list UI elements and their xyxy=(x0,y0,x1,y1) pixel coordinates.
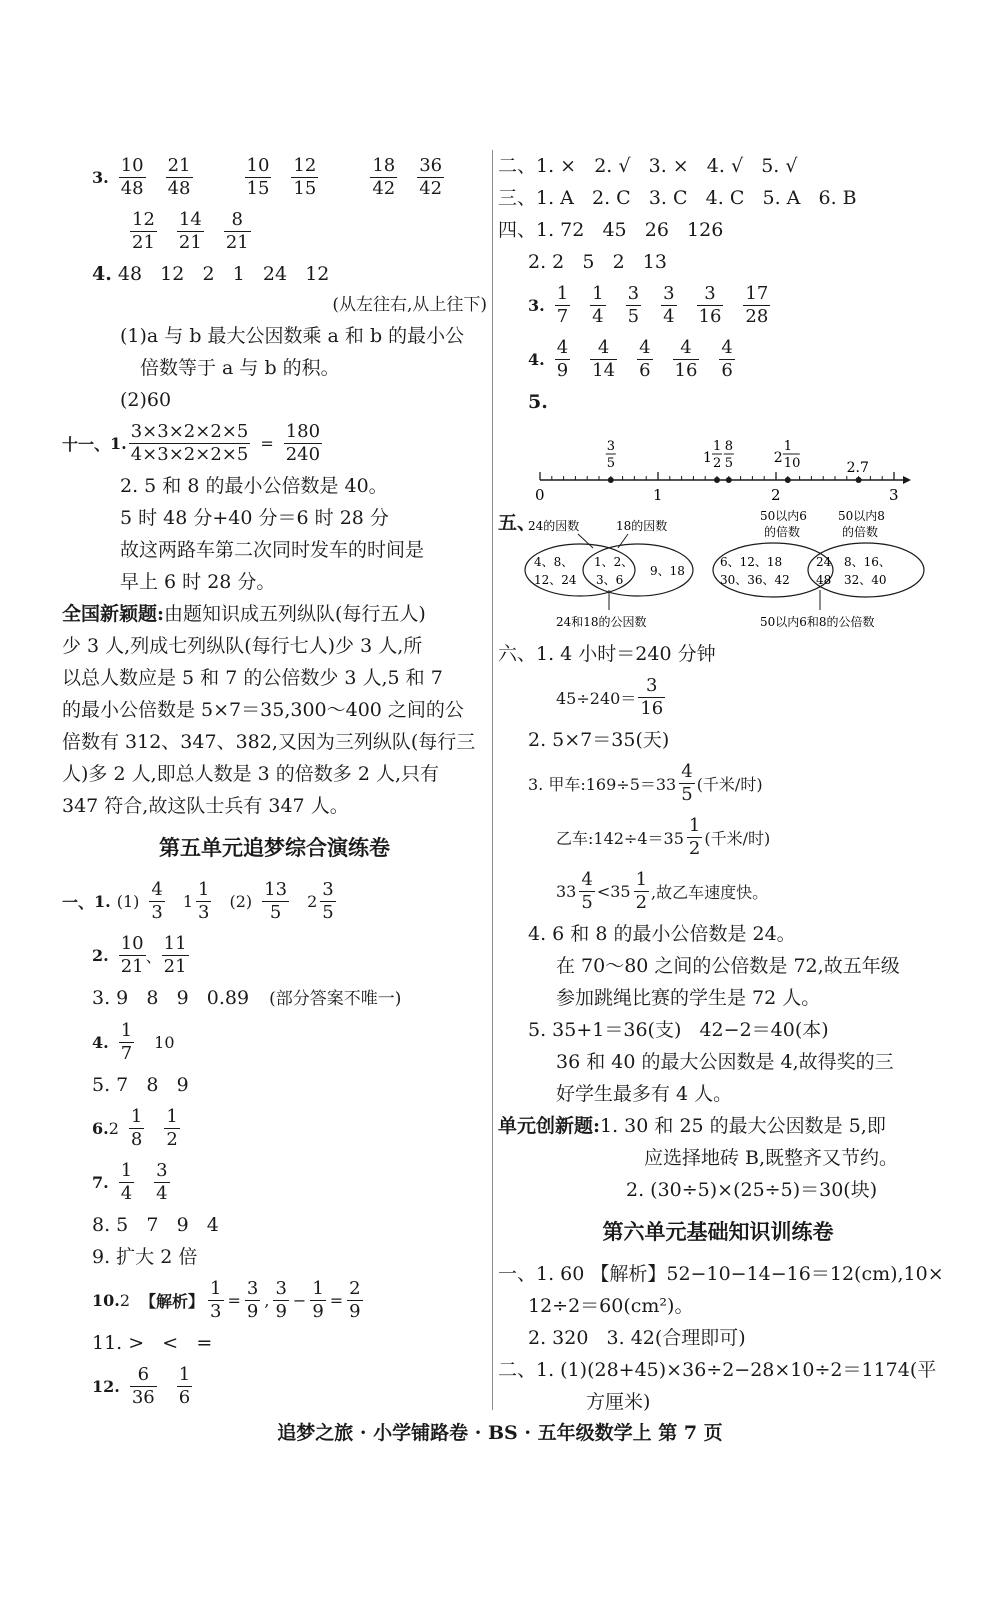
svg-text:50以内6: 50以内6 xyxy=(760,509,807,523)
u5-q6: 6. 2 $\frac{1}{8}$ $\frac{1}{2}$ xyxy=(92,1105,178,1150)
number-line-point xyxy=(608,477,614,483)
s11-q2c: 故这两路车第二次同时发车的时间是 xyxy=(120,539,425,561)
venn2-right-circle xyxy=(808,543,924,597)
svg-text:32、40: 32、40 xyxy=(844,573,887,587)
number-line-point xyxy=(856,477,862,483)
fraction: $\frac{8}{21}$ xyxy=(225,208,249,253)
fraction: $\frac{12}{21}$ xyxy=(132,208,155,253)
fraction: $\frac{14}{21}$ xyxy=(178,208,202,253)
innov-1a: 单元创新题:1. 30 和 25 的最大公因数是 5,即 xyxy=(498,1115,886,1137)
svg-text:2: 2 xyxy=(713,456,722,471)
number-line-tick-label: 2 xyxy=(771,486,781,504)
q4-1a: (1)a 与 b 最大公因数乘 a 和 b 的最小公 xyxy=(120,325,465,347)
u5-q12: 12. $\frac{6}{36}$ $\frac{1}{6}$ xyxy=(92,1363,191,1408)
column-divider xyxy=(492,150,493,1410)
number-line-point xyxy=(785,477,791,483)
fraction: $\frac{12}{15}$ xyxy=(293,154,317,199)
svg-text:50以内8: 50以内8 xyxy=(838,509,885,523)
fraction: $\frac{1}{4}$ xyxy=(120,1159,133,1204)
s4-4: 4. $\frac{4}{9}$ $\frac{4}{14}$ $\frac{4}{6}$ $\frac{4}{16}$ $\frac{4}{6}$ xyxy=(528,336,733,381)
fraction: $\frac{3\times 3\times 2\times 2\times 5}{4\times 3\times 2\times 2\times 5}$ xyxy=(130,420,249,465)
fraction: $\frac{2}{9}$ xyxy=(349,1277,361,1322)
fraction: $\frac{3}{9}$ xyxy=(275,1277,287,1322)
fraction: $\frac{4}{5}$ xyxy=(581,868,593,913)
svg-text:9、18: 9、18 xyxy=(650,564,685,578)
s6-5c: 好学生最多有 4 人。 xyxy=(556,1083,733,1105)
fraction: $\frac{1}{9}$ xyxy=(312,1277,324,1322)
u5-q11: 11. > < = xyxy=(92,1332,213,1354)
u6-2: 2. 320 3. 42(合理即可) xyxy=(528,1327,746,1349)
fraction: $\frac{17}{28}$ xyxy=(745,282,769,327)
s6-2: 2. 5×7＝35(天) xyxy=(528,729,670,751)
number-line-point xyxy=(726,477,732,483)
number-line-tick-label: 0 xyxy=(535,486,545,504)
fraction: $\frac{1}{2}$ xyxy=(166,1105,178,1150)
s6-3c: 33 $\frac{4}{5}$ <35 $\frac{1}{2}$ ,故乙车速度快。 xyxy=(556,868,769,913)
s11-q1: 十一、 1. $\frac{3\times 3\times 2\times 2\times 5}{4\times 3\times 2\times 2\times 5}$ = $\frac{180}{240}$ xyxy=(62,420,321,465)
s6-1b: 45÷240＝ $\frac{3}{16}$ xyxy=(556,674,664,719)
s4-3: 3. $\frac{1}{7}$ $\frac{1}{4}$ $\frac{3}{5}$ $\frac{3}{4}$ $\frac{3}{16}$ $\frac{17}{28}$ xyxy=(528,282,769,327)
venn2-left-circle xyxy=(713,543,833,597)
fraction: $\frac{1}{3}$ xyxy=(210,1277,222,1322)
svg-text:30、36、42: 30、36、42 xyxy=(720,573,790,587)
fraction: $\frac{1}{7}$ xyxy=(556,282,569,327)
left-column xyxy=(62,150,487,1413)
svg-text:48: 48 xyxy=(816,573,832,587)
venn1-left-circle xyxy=(525,544,635,596)
arrow-right-icon xyxy=(903,476,911,484)
venn2-caption: 50以内6和8的公倍数 xyxy=(760,615,875,629)
s11-q2b: 5 时 48 分+40 分＝6 时 28 分 xyxy=(120,507,389,529)
s3-line: 三、1. A 2. C 3. C 4. C 5. A 6. B xyxy=(498,187,857,209)
fraction: $\frac{3}{16}$ xyxy=(640,674,664,719)
number-line-tick-label: 1 xyxy=(653,486,663,504)
national-l6: 人)多 2 人,即总人数是 3 的倍数多 2 人,只有 xyxy=(62,763,439,785)
fraction: $\frac{1}{2}$ xyxy=(635,868,648,913)
fraction: $\frac{4}{14}$ xyxy=(592,336,616,381)
svg-text:5: 5 xyxy=(606,456,616,471)
fraction: $\frac{4}{6}$ xyxy=(639,336,651,381)
fraction: $\frac{10}{21}$ xyxy=(120,932,144,977)
u5-q8: 8. 5 7 9 4 xyxy=(92,1214,219,1236)
innov-1b: 应选择地砖 B,既整齐又节约。 xyxy=(644,1147,899,1169)
fraction: $\frac{21}{48}$ xyxy=(167,154,191,199)
unit5-title: 第五单元追梦综合演练卷 xyxy=(159,835,390,860)
svg-text:1: 1 xyxy=(713,439,722,454)
fraction: $\frac{1}{8}$ xyxy=(130,1105,143,1150)
national-l1: 全国新颖题:由题知识成五列纵队(每行五人) xyxy=(62,603,426,625)
s6-1: 六、1. 4 小时＝240 分钟 xyxy=(498,643,716,665)
s11-q2d: 早上 6 时 28 分。 xyxy=(120,571,276,593)
fraction: $\frac{4}{3}$ xyxy=(151,878,163,923)
fraction: $\frac{1}{4}$ xyxy=(592,282,604,327)
fraction: $\frac{1}{6}$ xyxy=(178,1363,191,1408)
venn-diagrams xyxy=(498,508,938,638)
q4-1b: 倍数等于 a 与 b 的积。 xyxy=(140,357,340,379)
u6-1b: 12÷2＝60(cm²)。 xyxy=(528,1295,694,1317)
venn1-left-title: 24的因数 xyxy=(528,519,580,533)
s6-3a: 3. 甲车:169÷5＝33 $\frac{4}{5}$ (千米/时) xyxy=(528,760,763,805)
number-line-point-label xyxy=(606,439,616,471)
u5-q3: 3. 9 8 9 0.89 (部分答案不唯一) xyxy=(92,987,402,1009)
q4-values: 48 12 2 1 24 12 xyxy=(117,263,330,285)
number-line-point-label: 2.7 xyxy=(846,460,869,476)
s6-4a: 4. 6 和 8 的最小公倍数是 24。 xyxy=(528,923,796,945)
mixed-number: 2 $\frac{3}{5}$ xyxy=(307,878,334,923)
venn-multiples xyxy=(713,508,924,629)
venn-section: 五、 24的因数 18的因数 4、8、 12、24 1、2、 3、6 9、18 24和18的公因数 50以内6 的倍数 50以内8 的倍数 6、12、18 30、36、42 24 48 8、16、 32、40 50以内6和8的公倍数 xyxy=(498,508,938,638)
s6-4c: 参加跳绳比赛的学生是 72 人。 xyxy=(556,987,821,1009)
fraction: $\frac{180}{240}$ xyxy=(285,420,321,465)
s6-3b: 乙车:142÷4＝35 $\frac{1}{2}$ (千米/时) xyxy=(556,814,771,859)
page-footer: 追梦之旅 · 小学铺路卷 · BS · 五年级数学上 第 7 页 xyxy=(277,1422,723,1444)
svg-text:6、12、18: 6、12、18 xyxy=(720,555,783,569)
fraction: $\frac{1}{7}$ xyxy=(120,1019,133,1064)
fraction: $\frac{1}{2}$ xyxy=(688,814,701,859)
u5-q4: 4. $\frac{1}{7}$ 10 xyxy=(92,1019,175,1064)
fraction: $\frac{10}{48}$ xyxy=(120,154,144,199)
unit6-title: 第六单元基础知识训练卷 xyxy=(602,1219,834,1244)
s6-5b: 36 和 40 的最大公因数是 4,故得奖的三 xyxy=(556,1051,894,1073)
u6-1a: 一、1. 60 【解析】52−10−14−16＝12(cm),10× xyxy=(498,1263,944,1285)
s6-4b: 在 70～80 之间的公倍数是 72,故五年级 xyxy=(556,955,900,977)
q3-row2 xyxy=(62,204,487,258)
svg-text:8、16、: 8、16、 xyxy=(844,555,891,569)
svg-text:3、6: 3、6 xyxy=(596,573,624,587)
fraction: $\frac{13}{5}$ xyxy=(264,878,288,923)
number-line-point-label xyxy=(724,439,734,471)
svg-text:1: 1 xyxy=(783,439,793,454)
u5-q7: 7. $\frac{1}{4}$ $\frac{3}{4}$ xyxy=(92,1159,168,1204)
u5-q5: 5. 7 8 9 xyxy=(92,1074,189,1096)
q4-line: 4. 48 12 2 1 24 12 xyxy=(92,263,330,285)
fraction: $\frac{3}{9}$ xyxy=(246,1277,259,1322)
u5-q1: 一、 1. (1) $\frac{4}{3}$ 1 $\frac{1}{3}$ (2) $\frac{13}{5}$ 2 $\frac{3}{5}$ xyxy=(62,878,334,923)
svg-text:5: 5 xyxy=(724,456,734,471)
q3-label: 3. xyxy=(92,167,109,187)
q3-row1 xyxy=(62,150,487,204)
svg-text:2: 2 xyxy=(773,450,783,466)
fraction: $\frac{11}{21}$ xyxy=(163,932,187,977)
national-l7: 347 符合,故这队士兵有 347 人。 xyxy=(62,795,349,817)
s4-2: 2. 2 5 2 13 xyxy=(528,251,667,273)
svg-text:8: 8 xyxy=(724,439,734,454)
fraction: $\frac{4}{5}$ xyxy=(681,760,693,805)
venn1-caption: 24和18的公因数 xyxy=(556,615,647,629)
svg-text:1、2、: 1、2、 xyxy=(594,555,634,569)
u5-q10: 10. 2 【解析】 $\frac{1}{3}$ = $\frac{3}{9}$ , $\frac{3}{9}$ − $\frac{1}{9}$ = $\frac{2}{9}$ xyxy=(92,1277,361,1322)
u5-q2: 2. $\frac{10}{21}$ 、 $\frac{11}{21}$ xyxy=(92,932,187,977)
fraction: $\frac{6}{36}$ xyxy=(131,1363,155,1408)
national-l4: 的最小公倍数是 5×7＝35,300～400 之间的公 xyxy=(62,699,464,721)
fraction: $\frac{4}{9}$ xyxy=(556,336,569,381)
svg-text:12、24: 12、24 xyxy=(534,573,577,587)
fraction: $\frac{3}{4}$ xyxy=(663,282,675,327)
s11-q2a: 2. 5 和 8 的最小公倍数是 40。 xyxy=(120,475,388,497)
right-column xyxy=(498,150,944,1418)
fraction: $\frac{3}{4}$ xyxy=(156,1159,168,1204)
number-line-point-label xyxy=(703,439,722,471)
q4-note: (从左往右,从上往下) xyxy=(332,295,487,315)
fraction: $\frac{18}{42}$ xyxy=(372,154,396,199)
svg-text:4、8、: 4、8、 xyxy=(534,555,574,569)
s4-1: 四、1. 72 45 26 126 xyxy=(498,219,724,241)
svg-text:24: 24 xyxy=(816,555,832,569)
national-l2: 少 3 人,列成七列纵队(每行七人)少 3 人,所 xyxy=(62,635,423,657)
fraction: $\frac{4}{16}$ xyxy=(674,336,698,381)
venn-factors xyxy=(525,518,693,629)
fraction: $\frac{4}{6}$ xyxy=(721,336,733,381)
q4-2: (2)60 xyxy=(120,389,172,411)
s6-5a: 5. 35+1＝36(支) 42−2＝40(本) xyxy=(528,1019,829,1041)
fraction: $\frac{3}{5}$ xyxy=(627,282,640,327)
venn1-right-title: 18的因数 xyxy=(616,519,668,533)
svg-text:10: 10 xyxy=(783,456,801,471)
national-l5: 倍数有 312、347、382,又因为三列纵队(每行三 xyxy=(62,731,476,753)
number-line-point xyxy=(714,477,720,483)
mixed-number: 1 $\frac{1}{3}$ xyxy=(182,878,210,923)
fraction: $\frac{10}{15}$ xyxy=(246,154,270,199)
s4-5-label: 5. xyxy=(528,391,548,413)
number-line xyxy=(498,418,938,508)
innov-2: 2. (30÷5)×(25÷5)＝30(块) xyxy=(626,1179,878,1201)
s2-line: 二、1. × 2. √ 3. × 4. √ 5. √ xyxy=(498,155,798,177)
svg-text:的倍数: 的倍数 xyxy=(842,525,879,539)
svg-text:3: 3 xyxy=(606,439,616,454)
fraction: $\frac{36}{42}$ xyxy=(419,154,443,199)
svg-text:的倍数: 的倍数 xyxy=(764,525,801,539)
number-line-tick-label: 3 xyxy=(889,486,899,504)
u5-q9: 9. 扩大 2 倍 xyxy=(92,1246,198,1268)
national-l3: 以总人数应是 5 和 7 的公倍数少 3 人,5 和 7 xyxy=(62,667,443,689)
fraction: $\frac{3}{16}$ xyxy=(698,282,722,327)
u6-s2a: 二、1. (1)(28+45)×36÷2−28×10÷2＝1174(平 xyxy=(498,1359,937,1381)
number-line-point-label xyxy=(774,439,801,471)
u6-s2b: 方厘米) xyxy=(586,1391,651,1413)
svg-text:1: 1 xyxy=(703,450,712,466)
